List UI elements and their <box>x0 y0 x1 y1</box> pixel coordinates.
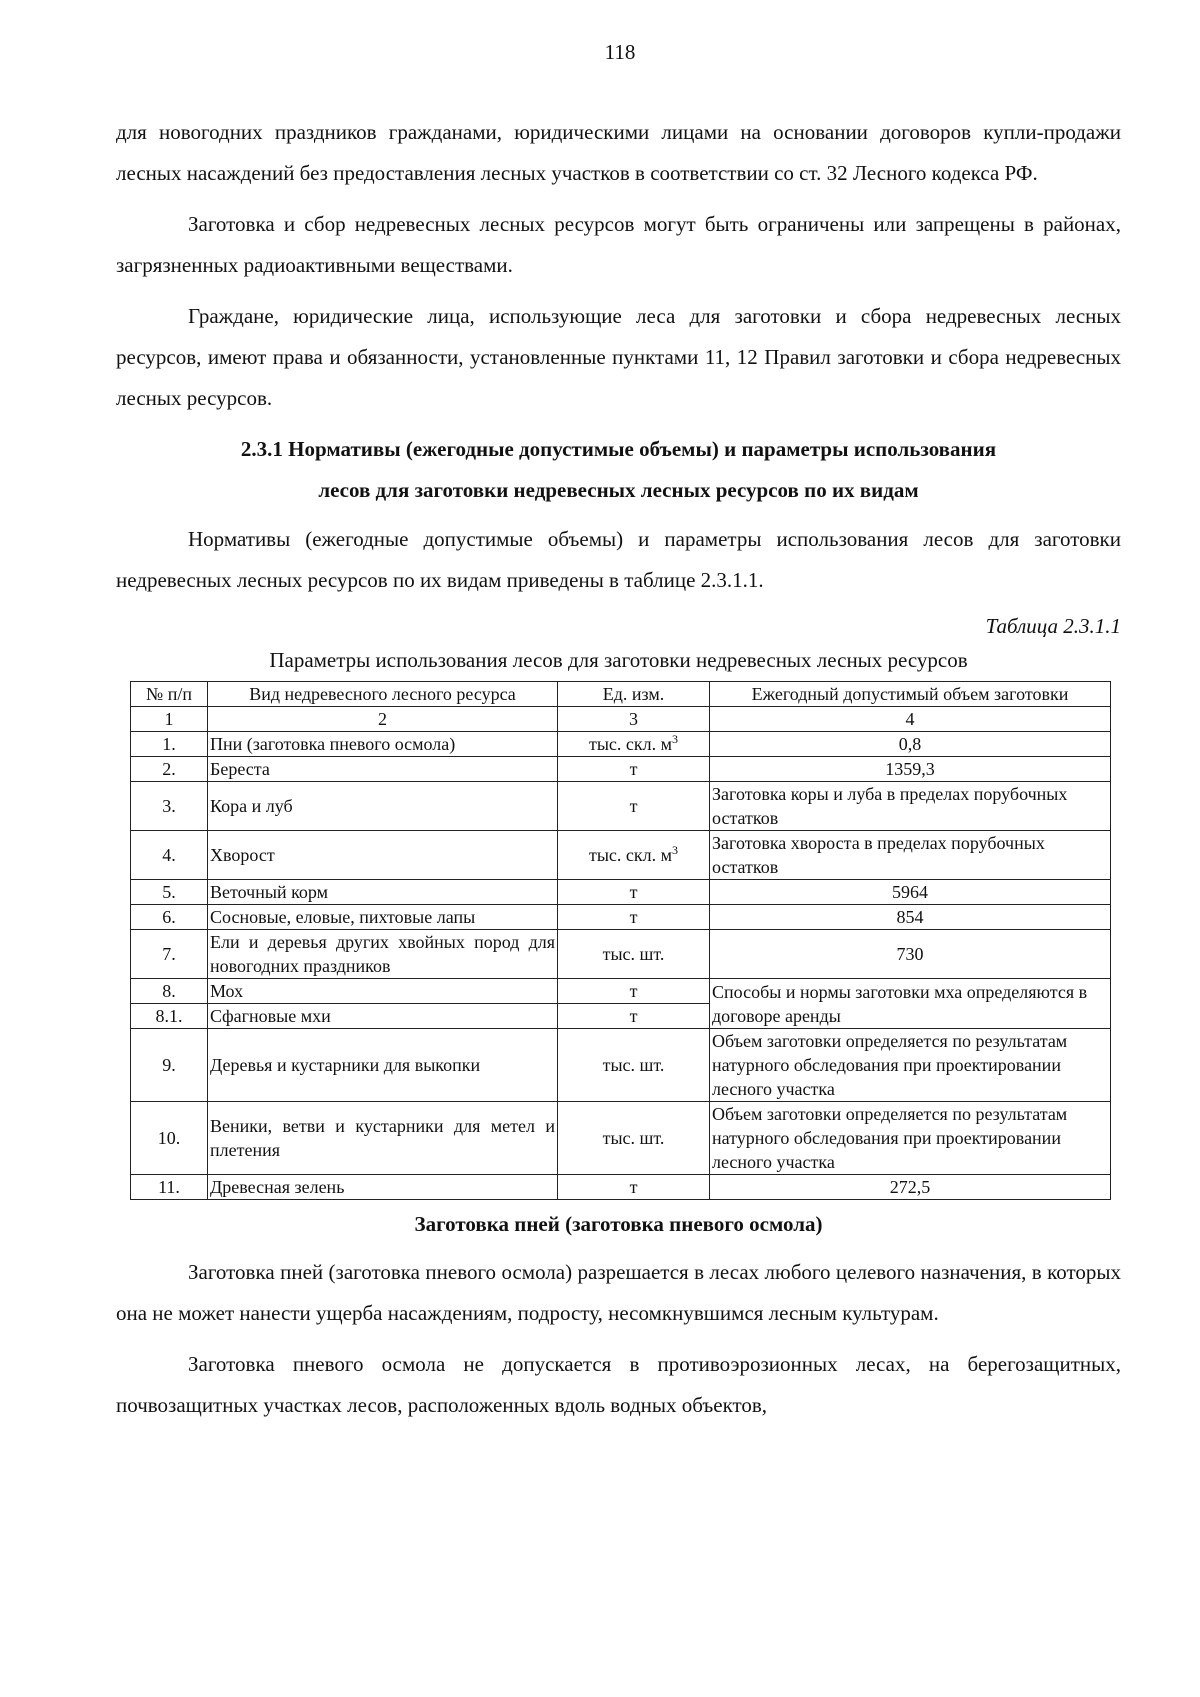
table-row <box>131 880 1111 905</box>
row-unit: т <box>558 782 710 831</box>
row-unit <box>558 732 710 757</box>
unit-superscript: 3 <box>672 732 679 746</box>
row-unit: т <box>558 880 710 905</box>
col-number: 4 <box>710 707 1111 732</box>
row-unit: т <box>558 905 710 930</box>
row-volume: Способы и нормы заготовки мха определяются в договоре аренды <box>710 979 1111 1029</box>
row-unit: т <box>558 757 710 782</box>
row-volume: Заготовка коры и луба в пределах порубочных остатков <box>710 782 1111 831</box>
col-number: 3 <box>558 707 710 732</box>
row-unit: т <box>558 1004 710 1029</box>
row-num: 4. <box>131 831 208 880</box>
section-heading <box>116 429 1121 511</box>
row-volume: 5964 <box>710 880 1111 905</box>
row-volume: 272,5 <box>710 1175 1111 1200</box>
table-row <box>131 1102 1111 1175</box>
row-resource: Сфагновые мхи <box>208 1004 558 1029</box>
header-num: № п/п <box>131 682 208 707</box>
table-header-row <box>131 682 1111 707</box>
unit-superscript: 3 <box>672 843 679 857</box>
table-row <box>131 1175 1111 1200</box>
row-num: 10. <box>131 1102 208 1175</box>
paragraph-intro: Нормативы (ежегодные допустимые объемы) и параметры использования лесов для заготовки недревесных лесных ресурсов по их видам приведены в таблице 2.3.1.1. <box>116 527 1121 592</box>
section-heading-line2: лесов для заготовки недревесных лесных ресурсов по их видам <box>318 478 919 502</box>
subheading-stumps: Заготовка пней (заготовка пневого осмола) <box>414 1212 823 1236</box>
row-num: 5. <box>131 880 208 905</box>
row-resource: Сосновые, еловые, пихтовые лапы <box>208 905 558 930</box>
header-volume: Ежегодный допустимый объем заготовки <box>710 682 1111 707</box>
table-row <box>131 930 1111 979</box>
table-column-numbers-row <box>131 707 1111 732</box>
paragraph-restrictions: Заготовка и сбор недревесных лесных ресурсов могут быть ограничены или запрещены в районах, загрязненных радиоактивными веществами. <box>116 212 1121 277</box>
row-volume: 730 <box>710 930 1111 979</box>
section-heading-line1: 2.3.1 Нормативы (ежегодные допустимые объемы) и параметры использования <box>240 437 997 461</box>
header-resource: Вид недревесного лесного ресурса <box>208 682 558 707</box>
row-resource: Ели и деревья других хвойных пород для новогодних праздников <box>208 930 558 979</box>
paragraph-continuation: для новогодних праздников гражданами, юридическими лицами на основании договоров купли-продажи лесных насаждений без предоставления лесных участков в соответствии со ст. 32 Лесного кодекса РФ. <box>116 120 1121 185</box>
unit-text: тыс. скл. м <box>588 734 673 754</box>
row-unit: тыс. шт. <box>558 1102 710 1175</box>
table-row <box>131 782 1111 831</box>
row-unit: тыс. шт. <box>558 1029 710 1102</box>
table-row <box>131 905 1111 930</box>
row-volume: 1359,3 <box>710 757 1111 782</box>
row-num: 1. <box>131 732 208 757</box>
row-resource: Мох <box>208 979 558 1004</box>
table-row <box>131 1029 1111 1102</box>
row-resource: Кора и луб <box>208 782 558 831</box>
row-resource: Хворост <box>208 831 558 880</box>
col-number: 1 <box>131 707 208 732</box>
resources-table <box>130 681 1111 1200</box>
row-resource: Древесная зелень <box>208 1175 558 1200</box>
row-unit: тыс. шт. <box>558 930 710 979</box>
paragraph-stumps-forbidden: Заготовка пневого осмола не допускается в противоэрозионных лесах, на берегозащитных, почвозащитных участках лесов, расположенных вдоль водных объектов, <box>116 1352 1121 1417</box>
table-caption: Таблица 2.3.1.1 <box>985 614 1121 638</box>
row-num: 8.1. <box>131 1004 208 1029</box>
row-num: 6. <box>131 905 208 930</box>
page-number: 118 <box>604 40 636 64</box>
table-title: Параметры использования лесов для заготовки недревесных лесных ресурсов <box>269 648 968 672</box>
row-resource: Береста <box>208 757 558 782</box>
table-row <box>131 979 1111 1004</box>
row-resource: Деревья и кустарники для выкопки <box>208 1029 558 1102</box>
unit-text: тыс. скл. м <box>588 845 673 865</box>
page-content <box>116 112 1121 1436</box>
paragraph-stumps-allowed: Заготовка пней (заготовка пневого осмола) разрешается в лесах любого целевого назначения, в которых она не может нанести ущерба насаждениям, подросту, несомкнувшимся лесным культурам. <box>116 1260 1121 1325</box>
row-volume: 854 <box>710 905 1111 930</box>
row-unit: т <box>558 1175 710 1200</box>
row-volume: Объем заготовки определяется по результатам натурного обследования при проектировании лесного участка <box>710 1029 1111 1102</box>
row-unit <box>558 831 710 880</box>
row-volume: Заготовка хвороста в пределах порубочных остатков <box>710 831 1111 880</box>
row-resource: Веники, ветви и кустарники для метел и плетения <box>208 1102 558 1175</box>
row-num: 3. <box>131 782 208 831</box>
row-num: 9. <box>131 1029 208 1102</box>
row-volume: Объем заготовки определяется по результатам натурного обследования при проектировании лесного участка <box>710 1102 1111 1175</box>
row-volume: 0,8 <box>710 732 1111 757</box>
paragraph-rights: Граждане, юридические лица, использующие леса для заготовки и сбора недревесных лесных ресурсов, имеют права и обязанности, установленные пунктами 11, 12 Правил заготовки и сбора недревесных лесных ресурсов. <box>116 304 1121 410</box>
row-num: 2. <box>131 757 208 782</box>
row-resource: Веточный корм <box>208 880 558 905</box>
table-row <box>131 732 1111 757</box>
row-resource: Пни (заготовка пневого осмола) <box>208 732 558 757</box>
table-row <box>131 757 1111 782</box>
table-row <box>131 831 1111 880</box>
row-num: 7. <box>131 930 208 979</box>
row-unit: т <box>558 979 710 1004</box>
row-num: 11. <box>131 1175 208 1200</box>
row-num: 8. <box>131 979 208 1004</box>
col-number: 2 <box>208 707 558 732</box>
header-unit: Ед. изм. <box>558 682 710 707</box>
